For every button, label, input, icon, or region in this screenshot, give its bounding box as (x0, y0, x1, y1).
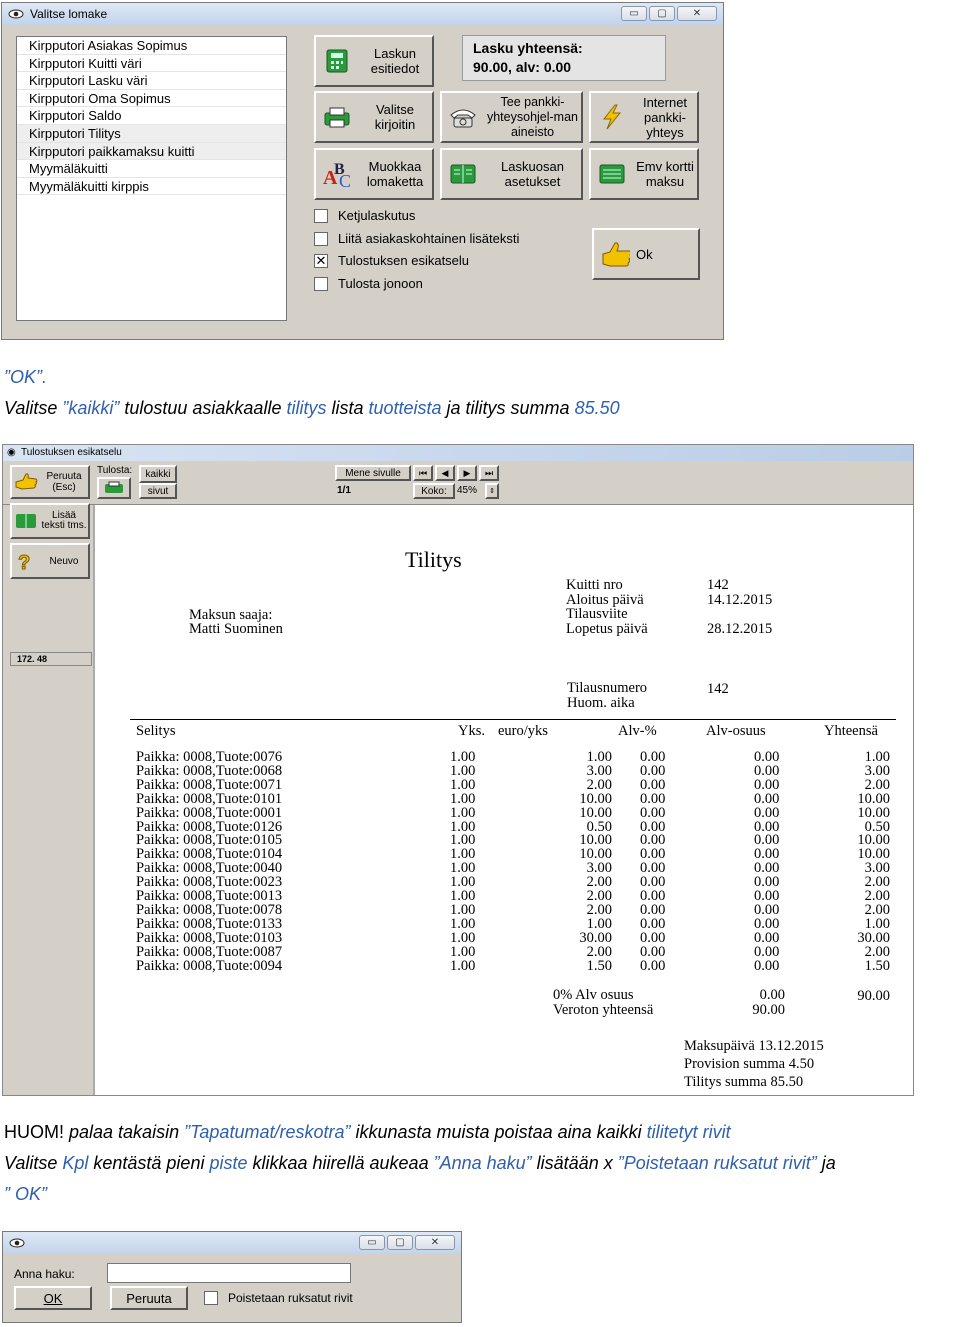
svg-text:B: B (334, 161, 345, 178)
rows-selitys (136, 751, 282, 974)
table-cell: 0.00 (754, 874, 780, 891)
table-cell: Paikka: 0008,Tuote:0094 (136, 957, 283, 974)
table-cell: 2.00 (864, 888, 890, 905)
table-cell: 0.00 (640, 832, 666, 849)
table-cell: 1.00 (450, 929, 476, 946)
table-cell: 0.00 (754, 776, 780, 793)
table-cell: 1.00 (450, 762, 476, 779)
table-cell: 0.50 (586, 818, 612, 835)
table-cell: 0.00 (640, 818, 666, 835)
table-cell: 0.50 (864, 818, 890, 835)
table-cell: 1.00 (450, 804, 476, 821)
rows-yhteensa (830, 751, 890, 974)
table-cell: 2.00 (864, 943, 890, 960)
table-cell: 0.00 (754, 818, 780, 835)
ketjulaskutus-checkbox[interactable]: Ketjulaskutus (314, 208, 415, 223)
list-item[interactable]: Kirpputori Oma Sopimus (17, 90, 286, 108)
table-cell: 1.50 (586, 957, 612, 974)
table-cell: 1.00 (586, 915, 612, 932)
minimize-icon[interactable]: ▭ (359, 1235, 385, 1250)
table-cell: 0.00 (754, 901, 780, 918)
laskun-esitiedot-button[interactable]: Laskun esitiedot (314, 35, 434, 87)
kaikki-button[interactable]: kaikki (139, 465, 177, 483)
ok-button[interactable]: Ok (592, 228, 700, 280)
table-cell: 0.00 (754, 846, 780, 863)
table-cell: 0.00 (754, 915, 780, 932)
table-cell: 1.00 (450, 874, 476, 891)
total-box (462, 35, 666, 81)
table-cell: Paikka: 0008,Tuote:0068 (136, 762, 283, 779)
table-cell: 0.00 (640, 749, 666, 765)
svg-text:C: C (339, 171, 352, 188)
rows-yks (450, 751, 475, 974)
table-cell: 1.00 (450, 776, 476, 793)
table-cell: Paikka: 0008,Tuote:0013 (136, 888, 283, 905)
list-item[interactable]: Myymäläkuitti (17, 160, 286, 178)
rows-euro (540, 751, 612, 974)
anna-haku-label: Anna haku: (14, 1267, 75, 1281)
prev-page-button[interactable]: ◀ (435, 465, 455, 481)
table-cell: 0.00 (754, 929, 780, 946)
table-cell: 0.00 (754, 888, 780, 905)
table-cell: Paikka: 0008,Tuote:0103 (136, 929, 283, 946)
table-cell: 1.50 (864, 957, 890, 974)
table-cell: Paikka: 0008,Tuote:0078 (136, 901, 283, 918)
table-cell: 0.00 (754, 957, 780, 974)
table-cell: 0.00 (640, 790, 666, 807)
list-item[interactable]: Kirpputori Saldo (17, 107, 286, 125)
sum-labels: 0% Alv osuus Veroton yhteensä (553, 987, 654, 1018)
list-item[interactable]: Myymäläkuitti kirppis (17, 178, 286, 196)
table-cell: Paikka: 0008,Tuote:0040 (136, 860, 283, 877)
checkbox-box[interactable] (314, 232, 328, 246)
checkbox-box[interactable] (314, 277, 328, 291)
printer-icon (322, 105, 352, 129)
search-input[interactable] (107, 1263, 351, 1283)
checkbox-checked[interactable]: ✕ (315, 252, 327, 268)
table-cell: Paikka: 0008,Tuote:0101 (136, 790, 283, 807)
table-cell: 0.00 (754, 762, 780, 779)
table-cell: Paikka: 0008,Tuote:0133 (136, 915, 283, 932)
table-cell: 10.00 (579, 804, 612, 821)
rows-alv-pct (640, 751, 665, 974)
eye-icon (9, 1237, 25, 1249)
table-cell: 10.00 (579, 846, 612, 863)
poistetaan-checkbox[interactable]: Poistetaan ruksatut rivit (204, 1291, 353, 1305)
table-cell: 2.00 (864, 776, 890, 793)
table-cell: Paikka: 0008,Tuote:0071 (136, 776, 283, 793)
minimize-icon[interactable]: ▭ (621, 6, 647, 21)
sum-total: 90.00 (857, 988, 890, 1004)
peruuta-button[interactable]: Peruuta (110, 1286, 188, 1310)
hand-icon (14, 470, 38, 494)
meta-labels: Kuitti nro Aloitus päivä Tilausviite Lopetus päivä (566, 577, 648, 637)
payee-name: Matti Suominen (189, 621, 283, 637)
total-value: 90.00, alv: 0.00 (473, 59, 572, 75)
svg-text:A: A (323, 167, 338, 188)
telephone-icon (448, 105, 478, 129)
table-cell: 1.00 (450, 943, 476, 960)
peruuta-button[interactable]: Peruuta (Esc) (10, 465, 90, 499)
table-cell: 1.00 (450, 957, 476, 974)
page-indicator: 1/1 (337, 485, 351, 496)
table-cell: 2.00 (586, 901, 612, 918)
lisateksti-checkbox[interactable]: Liitä asiakaskohtainen lisäteksti (314, 231, 519, 246)
zoom-spinner[interactable]: ⇕ (485, 483, 499, 499)
table-cell: Paikka: 0008,Tuote:0023 (136, 874, 283, 891)
list-item[interactable]: Kirpputori paikkamaksu kuitti (17, 143, 286, 161)
table-cell: 1.00 (586, 749, 612, 765)
window-titlebar (3, 445, 913, 461)
table-cell: 1.00 (450, 901, 476, 918)
table-cell: 10.00 (857, 846, 890, 863)
table-cell: 0.00 (640, 762, 666, 779)
table-cell: 10.00 (579, 790, 612, 807)
internet-pankkiyhteys-button[interactable]: Internet pankki-yhteys (589, 91, 699, 143)
table-cell: 2.00 (586, 888, 612, 905)
esikatselu-checkbox[interactable]: ✕ Tulostuksen esikatselu (315, 252, 470, 268)
table-cell: 3.00 (864, 762, 890, 779)
table-cell: 0.00 (640, 846, 666, 863)
table-cell: 0.00 (640, 957, 666, 974)
payee-label: Maksun saaja: (189, 607, 273, 623)
table-cell: 0.00 (754, 804, 780, 821)
col-alv-osuus: Alv-osuus (706, 723, 766, 739)
table-cell: 0.00 (754, 832, 780, 849)
table-cell: 1.00 (864, 749, 890, 765)
table-cell: Paikka: 0008,Tuote:0105 (136, 832, 283, 849)
payment-footer: Maksupäivä 13.12.2015 Provision summa 4.50 Tilitys summa 85.50 (684, 1038, 824, 1090)
table-cell: 1.00 (450, 860, 476, 877)
paragraph-ok: ”OK”. (4, 367, 47, 387)
printer-icon (103, 476, 125, 500)
list-item[interactable]: Kirpputori Lasku väri (17, 72, 286, 90)
sivut-button[interactable]: sivut (139, 483, 177, 499)
col-selitys: Selitys (136, 723, 176, 739)
zoom-value[interactable]: 45% (457, 485, 478, 496)
paragraph-valitse-kaikki: Valitse ”kaikki” tulostuu asiakkaalle tilitys lista tuotteista ja tilitys summa 85.50 (4, 398, 620, 418)
table-cell: 3.00 (586, 860, 612, 877)
eye-icon: ◉ (7, 447, 16, 458)
table-cell: 0.00 (640, 915, 666, 932)
table-cell: 0.00 (754, 860, 780, 877)
ok-button[interactable]: OK (14, 1286, 92, 1310)
window-titlebar (3, 1232, 461, 1254)
col-alv-pct: Alv-% (618, 723, 657, 739)
table-cell: Paikka: 0008,Tuote:0001 (136, 804, 283, 821)
paragraph-ok-end: ” OK” (4, 1184, 47, 1204)
lightning-icon (597, 105, 627, 129)
table-cell: 30.00 (579, 929, 612, 946)
help-icon (14, 549, 38, 573)
checkbox-box[interactable] (314, 209, 328, 223)
table-cell: 0.00 (640, 929, 666, 946)
window-title: Tulostuksen esikatselu (21, 447, 122, 458)
sum-alv: 0.00 90.00 (752, 987, 785, 1018)
table-cell: 2.00 (586, 776, 612, 793)
table-cell: 1.00 (450, 888, 476, 905)
status-field: 172. 48 (10, 652, 92, 666)
eye-icon (8, 8, 24, 20)
list-item[interactable]: Kirpputori Kuitti väri (17, 55, 286, 73)
table-cell: 3.00 (586, 762, 612, 779)
tulosta-label: Tulosta: (97, 465, 133, 476)
table-cell: 30.00 (857, 929, 890, 946)
table-cell: 0.00 (754, 790, 780, 807)
table-cell: 0.00 (640, 943, 666, 960)
table-cell: 1.00 (450, 749, 476, 765)
table-cell: 0.00 (754, 749, 780, 765)
valitse-lomake-window (1, 2, 724, 340)
table-cell: 1.00 (450, 818, 476, 835)
meta-values: 142 14.12.2015 28.12.2015 (707, 577, 773, 637)
table-cell: 0.00 (640, 776, 666, 793)
order-number: 142 (707, 681, 729, 697)
col-yks: Yks. (458, 723, 485, 739)
table-cell: Paikka: 0008,Tuote:0126 (136, 818, 283, 835)
table-header-rule (130, 719, 896, 720)
table-cell: Paikka: 0008,Tuote:0087 (136, 943, 283, 960)
window-titlebar (2, 3, 723, 25)
emv-korttimaksu-button[interactable]: Emv kortti maksu (589, 148, 699, 200)
table-cell: 0.00 (640, 901, 666, 918)
lisaa-teksti-button[interactable]: Lisää teksti tms. (10, 503, 90, 539)
paragraph-valitse-kpl: Valitse Kpl kentästä pieni piste klikkaa hiirellä aukeaa ”Anna haku” lisätään x ”Poistetaan ruksatut rivit” ja (4, 1153, 836, 1173)
table-cell: 10.00 (579, 832, 612, 849)
spellcheck-icon (322, 162, 352, 186)
table-cell: Paikka: 0008,Tuote:0076 (136, 749, 283, 765)
table-cell: 0.00 (640, 874, 666, 891)
rows-alv-osuus (754, 751, 779, 974)
pankkiyhteysohjelma-button[interactable]: Tee pankki-yhteysohjel-man aineisto (440, 91, 583, 143)
book-icon (448, 162, 478, 186)
table-cell: 10.00 (857, 790, 890, 807)
anna-haku-window (2, 1231, 462, 1323)
calculator-icon (322, 49, 352, 73)
table-cell: 1.00 (450, 832, 476, 849)
table-cell: 10.00 (857, 804, 890, 821)
col-yhteensa: Yhteensä (824, 723, 878, 739)
maximize-icon[interactable]: ▢ (649, 6, 675, 21)
form-list[interactable] (16, 36, 287, 321)
total-label: Lasku yhteensä: (473, 40, 583, 56)
table-cell: 0.00 (640, 888, 666, 905)
table-cell: 2.00 (864, 901, 890, 918)
next-page-button[interactable]: ▶ (457, 465, 477, 481)
first-page-button[interactable]: ⏮ (413, 465, 433, 481)
neuvo-button[interactable]: ? Neuvo (10, 543, 90, 579)
table-cell: 2.00 (864, 874, 890, 891)
order-labels: Tilausnumero Huom. aika (567, 680, 648, 711)
col-euro-yks: euro/yks (498, 723, 548, 739)
close-icon[interactable]: ✕ (415, 1235, 455, 1250)
thumbs-up-icon (600, 242, 630, 266)
card-icon (597, 162, 627, 186)
window-title: Valitse lomake (30, 7, 108, 21)
table-cell: 1.00 (864, 915, 890, 932)
tulosta-jonoon-checkbox[interactable]: Tulosta jonoon (314, 276, 423, 291)
print-button[interactable] (97, 477, 131, 499)
table-cell: 1.00 (450, 915, 476, 932)
doc-title: Tilitys (405, 547, 462, 572)
list-item-selected[interactable]: Kirpputori Tilitys (17, 125, 286, 143)
laskuosan-asetukset-button[interactable]: Laskuosan asetukset (440, 148, 583, 200)
paragraph-huom: HUOM! palaa takaisin ”Tapatumat/reskotra” ikkunasta muista poistaa aina kaikki tilitetyt rivit (4, 1122, 731, 1142)
table-cell: 0.00 (640, 860, 666, 877)
table-cell: 1.00 (450, 846, 476, 863)
muokkaa-lomaketta-button[interactable]: A B C Muokkaa lomaketta (314, 148, 434, 200)
valitse-kirjoitin-button[interactable]: Valitse kirjoitin (314, 91, 434, 143)
table-cell: Paikka: 0008,Tuote:0104 (136, 846, 283, 863)
last-page-button[interactable]: ⏭ (479, 465, 499, 481)
table-cell: 1.00 (450, 790, 476, 807)
list-item[interactable]: Kirpputori Asiakas Sopimus (17, 37, 286, 55)
book-icon (14, 509, 38, 533)
maximize-icon[interactable]: ▢ (387, 1235, 413, 1250)
table-cell: 0.00 (754, 943, 780, 960)
table-cell: 0.00 (640, 804, 666, 821)
table-cell: 10.00 (857, 832, 890, 849)
mene-sivulle-button[interactable]: Mene sivulle (335, 465, 411, 481)
checkbox-box[interactable] (204, 1291, 218, 1305)
koko-button[interactable]: Koko: (413, 483, 455, 499)
svg-text:?: ? (18, 552, 31, 572)
table-cell: 2.00 (586, 874, 612, 891)
close-icon[interactable]: ✕ (677, 6, 717, 21)
table-cell: 2.00 (586, 943, 612, 960)
tilitys-rows (0, 751, 960, 981)
table-cell: 3.00 (864, 860, 890, 877)
